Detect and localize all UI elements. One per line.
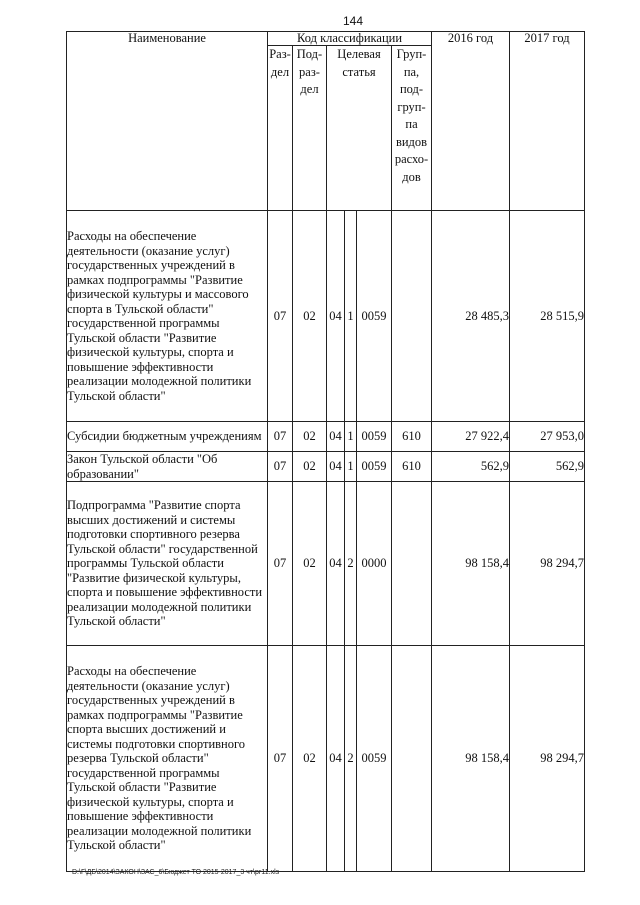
- header-expense-group: Груп- па, под- груп- па видов расхо- дов: [392, 46, 432, 211]
- row-razdel: 07: [268, 422, 293, 452]
- row-value-2016: 27 922,4: [432, 422, 510, 452]
- row-target-part1: 04: [327, 422, 345, 452]
- table-row: [67, 211, 585, 422]
- row-target-part1: 04: [327, 211, 345, 422]
- row-podrazdel: 02: [293, 452, 327, 482]
- row-target-part1: 04: [327, 482, 345, 646]
- row-value-2016: 28 485,3: [432, 211, 510, 422]
- row-expense-group: 610: [392, 422, 432, 452]
- row-target-part2: 1: [345, 452, 357, 482]
- header-target-article: Целевая статья: [327, 46, 392, 211]
- row-value-2016: 562,9: [432, 452, 510, 482]
- row-podrazdel: 02: [293, 422, 327, 452]
- row-name: Расходы на обеспечение деятельности (оказание услуг) государственных учреждений в рамках подпрограммы "Развитие физической культуры и массового спорта в Тульской области" государственной программы Тульской области "Развитие физической культуры, спорта и повышение эффективности реализации молодежной политики Тульской области": [67, 211, 268, 422]
- table-row: [67, 482, 585, 646]
- row-target-part3: 0000: [357, 482, 392, 646]
- page-number: 144: [342, 14, 364, 28]
- table-row: [67, 422, 585, 452]
- row-target-part2: 2: [345, 646, 357, 872]
- row-value-2017: 28 515,9: [510, 211, 585, 422]
- file-path-footer: D:\Г\ДБ\2014\ЗАКОН\ЗАС_6\Бюджет ТО 2015-2017_3 чт\рг11.xls: [72, 869, 280, 876]
- row-podrazdel: 02: [293, 482, 327, 646]
- row-expense-group: [392, 211, 432, 422]
- row-name: Закон Тульской области "Об образовании": [67, 452, 268, 482]
- row-target-part1: 04: [327, 452, 345, 482]
- header-row-1: [67, 32, 585, 46]
- row-name: Субсидии бюджетным учреждениям: [67, 422, 268, 452]
- row-target-part2: 2: [345, 482, 357, 646]
- row-target-part3: 0059: [357, 646, 392, 872]
- row-target-part2: 1: [345, 211, 357, 422]
- row-expense-group: [392, 482, 432, 646]
- table-row: [67, 646, 585, 872]
- row-razdel: 07: [268, 211, 293, 422]
- row-expense-group: 610: [392, 452, 432, 482]
- row-name: Подпрограмма "Развитие спорта высших достижений и системы подготовки спортивного резерва Тульской области" государственной программы Тульской области "Развитие физической культуры, спорта и повышение эффективности реализации молодежной политики Тульской области": [67, 482, 268, 646]
- row-value-2017: 98 294,7: [510, 646, 585, 872]
- header-razdel: Раз- дел: [268, 46, 293, 211]
- table-row: [67, 452, 585, 482]
- row-razdel: 07: [268, 452, 293, 482]
- row-expense-group: [392, 646, 432, 872]
- row-target-part3: 0059: [357, 422, 392, 452]
- row-podrazdel: 02: [293, 646, 327, 872]
- row-razdel: 07: [268, 646, 293, 872]
- row-target-part3: 0059: [357, 452, 392, 482]
- header-year-2016: 2016 год: [432, 32, 510, 211]
- row-value-2016: 98 158,4: [432, 482, 510, 646]
- row-podrazdel: 02: [293, 211, 327, 422]
- row-razdel: 07: [268, 482, 293, 646]
- budget-table: [66, 31, 585, 872]
- row-target-part1: 04: [327, 646, 345, 872]
- row-value-2017: 98 294,7: [510, 482, 585, 646]
- header-classification: Код классификации: [268, 32, 432, 46]
- header-year-2017: 2017 год: [510, 32, 585, 211]
- row-name: Расходы на обеспечение деятельности (оказание услуг) государственных учреждений в рамках подпрограммы "Развитие спорта высших достижений и системы подготовки спортивного резерва Тульской области" государственной программы Тульской области "Развитие физической культуры, спорта и повышение эффективности реализации молодежной политики Тульской области": [67, 646, 268, 872]
- row-target-part2: 1: [345, 422, 357, 452]
- row-value-2017: 27 953,0: [510, 422, 585, 452]
- row-value-2017: 562,9: [510, 452, 585, 482]
- header-name: Наименование: [67, 32, 268, 211]
- header-podrazdel: Под- раз- дел: [293, 46, 327, 211]
- row-target-part3: 0059: [357, 211, 392, 422]
- row-value-2016: 98 158,4: [432, 646, 510, 872]
